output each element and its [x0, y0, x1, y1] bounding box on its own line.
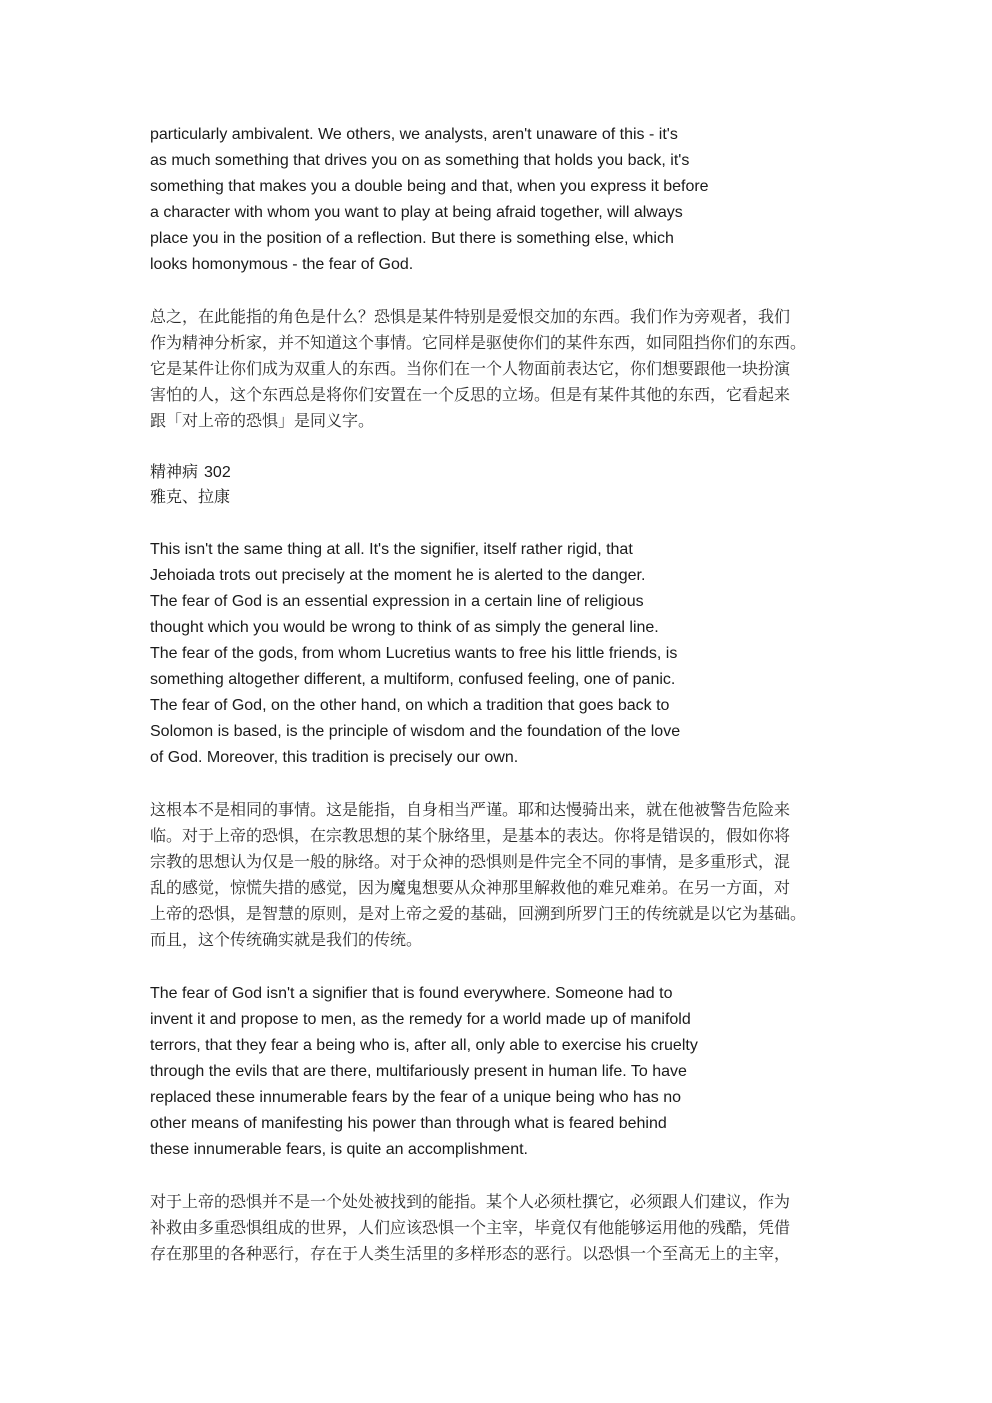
- text-line: these innumerable fears, is quite an accomplishment.: [150, 1141, 528, 1158]
- text-line: place you in the position of a reflection. But there is something else, which: [150, 230, 674, 247]
- text-line: something that makes you a double being and that, when you express it before: [150, 178, 709, 195]
- text-line: 跟「对上帝的恐惧」是同义字。: [150, 411, 375, 430]
- text-line: 作为精神分析家，并不知道这个事情。它同样是驱使你们的某件东西，如同阻挡你们的东西。: [150, 333, 807, 352]
- text-line: 上帝的恐惧，是智慧的原则，是对上帝之爱的基础，回溯到所罗门王的传统就是以它为基础。: [150, 904, 807, 923]
- text-line: 这根本不是相同的事情。这是能指，自身相当严谨。耶和达慢骑出来，就在他被警告危险来: [150, 800, 791, 819]
- text-line: Jehoiada trots out precisely at the moment he is alerted to the danger.: [150, 567, 646, 584]
- text-line: through the evils that are there, multifariously present in human life. To have: [150, 1063, 687, 1080]
- text-line: invent it and propose to men, as the remedy for a world made up of manifold: [150, 1011, 691, 1028]
- text-line: Solomon is based, is the principle of wisdom and the foundation of the love: [150, 723, 681, 740]
- english-paragraph-1: [150, 122, 850, 278]
- text-line: 宗教的思想认为仅是一般的脉络。对于众神的恐惧则是件完全不同的事情，是多重形式，混: [150, 852, 791, 871]
- english-paragraph-2: [150, 537, 850, 771]
- chinese-paragraph-1: [150, 304, 850, 434]
- text-line: 乱的感觉，惊慌失措的感觉，因为魔鬼想要从众神那里解救他的难兄难弟。在另一方面，对: [150, 878, 791, 897]
- running-header: [150, 460, 850, 509]
- page-number: 302: [204, 464, 231, 481]
- header-title-line: [150, 460, 850, 485]
- text-line: 它是某件让你们成为双重人的东西。当你们在一个人物面前表达它，你们想要跟他一块扮演: [150, 359, 791, 378]
- text-line: 临。对于上帝的恐惧，在宗教思想的某个脉络里，是基本的表达。你将是错误的，假如你将: [150, 826, 791, 845]
- document-page: [150, 122, 850, 1267]
- header-title: 精神病: [150, 462, 199, 481]
- text-line: of God. Moreover, this tradition is precisely our own.: [150, 749, 519, 766]
- text-line: replaced these innumerable fears by the fear of a unique being who has no: [150, 1089, 682, 1106]
- text-line: 补救由多重恐惧组成的世界，人们应该恐惧一个主宰，毕竟仅有他能够运用他的残酷，凭借: [150, 1218, 791, 1237]
- text-line: 害怕的人，这个东西总是将你们安置在一个反思的立场。但是有某件其他的东西，它看起来: [150, 385, 791, 404]
- text-line: The fear of God is an essential expression in a certain line of religious: [150, 593, 644, 610]
- chinese-paragraph-3: [150, 1189, 850, 1267]
- text-line: terrors, that they fear a being who is, after all, only able to exercise his cruelty: [150, 1037, 698, 1054]
- text-line: 总之，在此能指的角色是什么？恐惧是某件特别是爱恨交加的东西。我们作为旁观者，我们: [150, 307, 791, 326]
- text-line: a character with whom you want to play at being afraid together, will always: [150, 204, 683, 221]
- text-line: other means of manifesting his power than through what is feared behind: [150, 1115, 667, 1132]
- text-line: looks homonymous - the fear of God.: [150, 256, 414, 273]
- text-line: The fear of the gods, from whom Lucretius wants to free his little friends, is: [150, 645, 678, 662]
- text-line: particularly ambivalent. We others, we analysts, aren't unaware of this - it's: [150, 126, 678, 143]
- text-line: 存在那里的各种恶行，存在于人类生活里的多样形态的恶行。以恐惧一个至高无上的主宰，: [150, 1244, 791, 1263]
- text-line: The fear of God, on the other hand, on which a tradition that goes back to: [150, 697, 670, 714]
- text-line: as much something that drives you on as something that holds you back, it's: [150, 152, 690, 169]
- text-line: something altogether different, a multiform, confused feeling, one of panic.: [150, 671, 676, 688]
- text-line: 而且，这个传统确实就是我们的传统。: [150, 930, 423, 949]
- chinese-paragraph-2: [150, 797, 850, 953]
- header-author: 雅克、拉康: [150, 487, 231, 506]
- text-line: 对于上帝的恐惧并不是一个处处被找到的能指。某个人必须杜撰它，必须跟人们建议，作为: [150, 1192, 791, 1211]
- text-line: thought which you would be wrong to think of as simply the general line.: [150, 619, 659, 636]
- english-paragraph-3: [150, 981, 850, 1163]
- text-line: The fear of God isn't a signifier that is found everywhere. Someone had to: [150, 985, 673, 1002]
- text-line: This isn't the same thing at all. It's the signifier, itself rather rigid, that: [150, 541, 633, 558]
